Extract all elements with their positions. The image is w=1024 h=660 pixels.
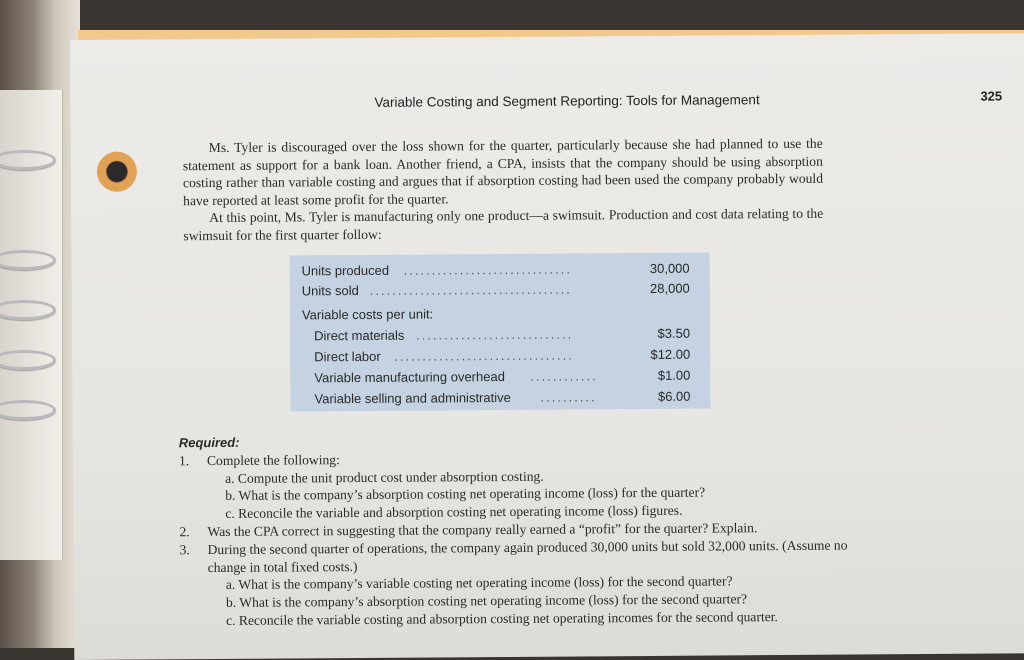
item-text: Complete the following: <box>206 451 340 468</box>
row-value: 30,000 <box>649 260 690 276</box>
row-value: $6.00 <box>657 388 691 404</box>
binder-spine <box>0 0 80 648</box>
row-label: Variable selling and administrative <box>314 389 511 407</box>
sub-item: c. Reconcile the variable costing and absorption costing net operating incomes for the second quarter. <box>226 609 778 628</box>
table-row <box>302 326 702 349</box>
row-label: Units produced <box>301 262 390 279</box>
item-text: During the second quarter of operations, the company again produced 30,000 units but sold 32,000 units. (Assume no change in total fixed costs.) <box>207 537 848 575</box>
sub-item: b. What is the company’s absorption costing net operating income (loss) for the quarter? <box>225 484 706 504</box>
required-item <box>179 447 859 523</box>
leader-dots: .............................. <box>403 261 573 278</box>
row-label: Variable manufacturing overhead <box>314 368 505 386</box>
table-row <box>302 261 702 284</box>
leader-dots: .......... <box>540 389 597 405</box>
leader-dots: .................................... <box>369 281 572 298</box>
table-row <box>302 389 702 412</box>
required-section <box>179 430 860 631</box>
page-number: 325 <box>980 88 1003 104</box>
row-label: Units sold <box>301 282 359 299</box>
row-label: Direct labor <box>314 348 381 365</box>
punch-hole <box>97 152 137 192</box>
item-number: 3. <box>179 541 190 558</box>
row-value: $12.00 <box>650 346 691 362</box>
leader-dots: ............ <box>530 368 598 384</box>
item-text: Was the CPA correct in suggesting that the company really earned a “profit” for the quarter? Explain. <box>207 520 758 540</box>
required-item <box>180 536 861 630</box>
row-value: 28,000 <box>649 280 690 296</box>
leader-dots: ............................ <box>416 326 574 343</box>
running-header: Variable Costing and Segment Reporting: Tools for Management <box>374 92 760 110</box>
textbook-page <box>70 33 1024 660</box>
cost-data-table <box>290 253 711 412</box>
row-label: Variable costs per unit: <box>301 306 434 323</box>
sub-item: c. Reconcile the variable and absorption costing net operating income (loss) figures. <box>225 502 683 522</box>
sub-item: a. Compute the unit product cost under absorption costing. <box>225 468 544 486</box>
paragraph: At this point, Ms. Tyler is manufacturing only one product—a swimsuit. Production and cost data relating to the swimsuit for the first quarter follow: <box>183 206 824 244</box>
item-number: 2. <box>179 524 190 540</box>
table-row <box>302 347 702 370</box>
paragraph: Ms. Tyler is discouraged over the loss shown for the quarter, particularly because she had planned to use the statement as support for a bank loan. Another friend, a CPA, insists that the company should be using absorption costing rather than variable costing and argues that if absorption costing had been used the company probably would have reported at least some profit for the quarter. <box>182 135 824 208</box>
sub-item: b. What is the company’s absorption costing net operating income (loss) for the second quarter? <box>225 591 748 611</box>
table-row <box>302 368 702 391</box>
item-number: 1. <box>178 452 190 469</box>
table-row <box>302 305 702 328</box>
problem-text <box>183 135 824 245</box>
sub-item: a. What is the company’s variable costing net operating income (loss) for the second quarter? <box>225 573 733 593</box>
leader-dots: ................................ <box>394 347 574 364</box>
row-label: Direct materials <box>314 327 405 344</box>
row-value: $3.50 <box>657 325 691 341</box>
row-value: $1.00 <box>657 367 691 383</box>
required-heading: Required: <box>178 434 240 451</box>
table-row <box>302 281 702 304</box>
